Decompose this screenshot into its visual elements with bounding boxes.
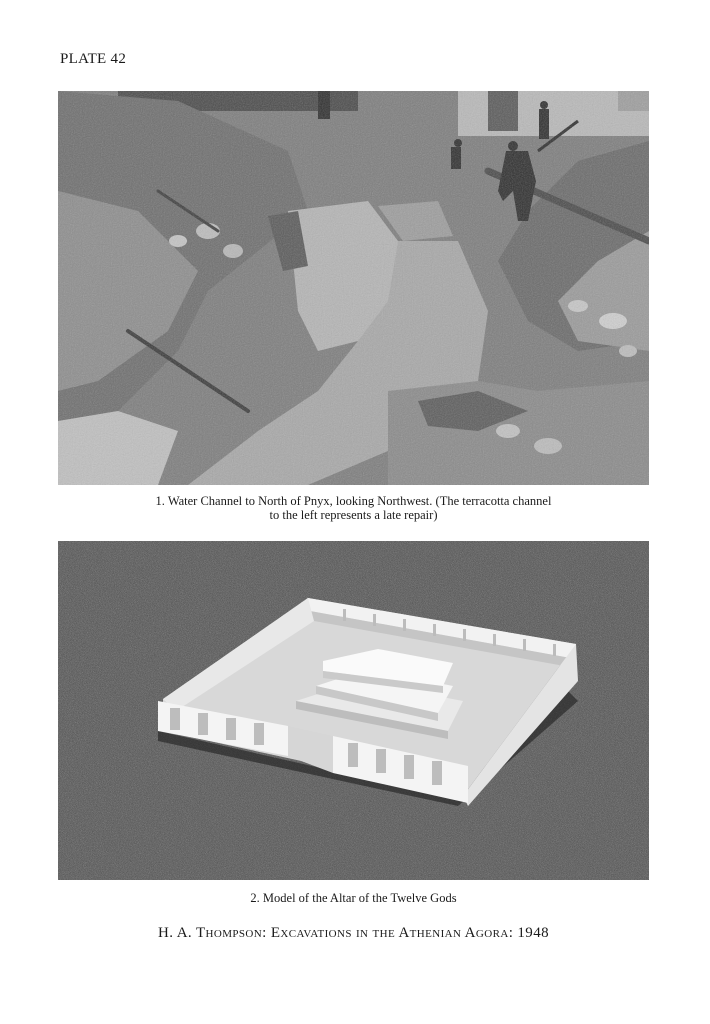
figure-2-caption [58,891,649,905]
footer-title: Excavations in the Athenian Agora [270,925,509,941]
plate-label: PLATE 42 [60,51,127,67]
footer-separator: : [262,925,271,941]
excavation-photo-drawing [58,91,649,485]
footer-author: H. A. Thompson [157,925,263,941]
altar-model-photo [58,541,649,880]
excavation-photo [58,91,649,485]
footer-year-separator: : [508,925,518,941]
altar-model-drawing [58,541,649,880]
running-footer [58,925,649,942]
figure-1-caption-line-2: to the left represents a late repair) [269,508,438,522]
figure-1-caption [58,494,649,522]
footer-year: 1948 [517,925,550,941]
figure-1-caption-line-1: 1. Water Channel to North of Pnyx, looking Northwest. (The terracotta channel [155,494,552,508]
figure-2-caption-line-1: 2. Model of the Altar of the Twelve Gods [250,891,457,905]
